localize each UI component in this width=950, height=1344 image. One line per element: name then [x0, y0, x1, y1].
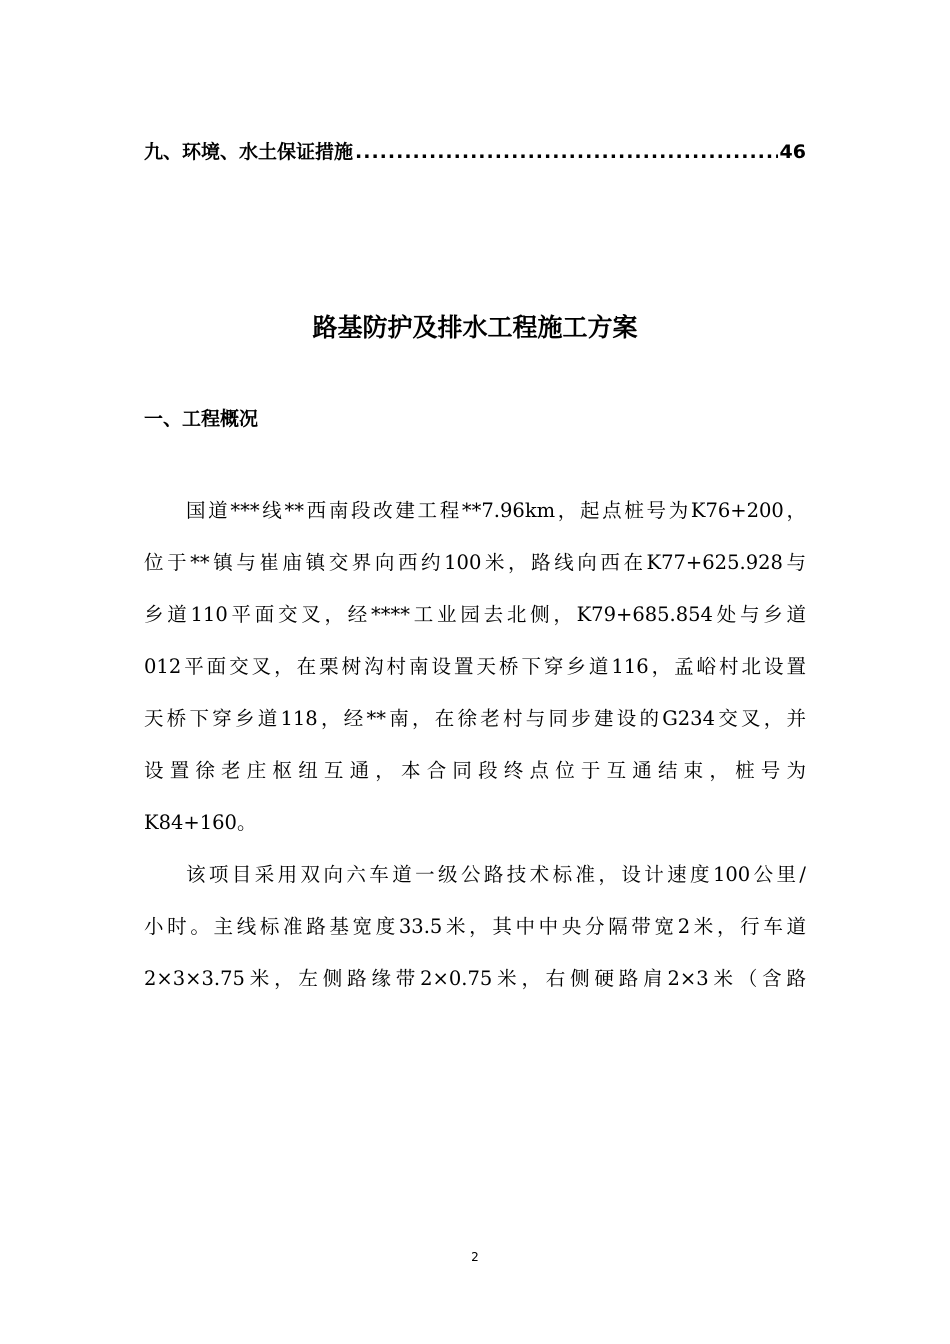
toc-entry-page: 46 — [779, 141, 806, 163]
paragraph-line: 天桥下穿乡道118，经**南，在徐老村与同步建设的G234交叉，并 — [144, 707, 806, 730]
body-text — [144, 485, 806, 1005]
paragraph-line: 该项目采用双向六车道一级公路技术标准，设计速度100公里/ — [186, 863, 806, 886]
paragraph-line: 位于**镇与崔庙镇交界向西约100米，路线向西在K77+625.928与 — [144, 551, 806, 574]
paragraph-line: 2×3×3.75米，左侧路缘带2×0.75米，右侧硬路肩2×3米（含路 — [144, 967, 806, 990]
paragraph-line: K84+160。 — [144, 811, 257, 834]
toc-entry[interactable] — [144, 136, 806, 168]
section-heading: 一、工程概况 — [144, 408, 259, 430]
toc-entry-label: 九、环境、水土保证措施 — [144, 141, 354, 163]
paragraph-line: 国道***线**西南段改建工程**7.96km，起点桩号为K76+200， — [186, 499, 806, 522]
paragraph-line: 设置徐老庄枢纽互通，本合同段终点位于互通结束，桩号为 — [144, 759, 806, 782]
page-number: 2 — [471, 1250, 479, 1264]
paragraph-line: 小时。主线标准路基宽度33.5米，其中中央分隔带宽2米，行车道 — [144, 915, 806, 938]
document-title: 路基防护及排水工程施工方案 — [312, 313, 638, 342]
paragraph-line: 012平面交叉，在栗树沟村南设置天桥下穿乡道116，孟峪村北设置 — [144, 655, 806, 678]
paragraph-line: 乡道110平面交叉，经****工业园去北侧，K79+685.854处与乡道 — [144, 603, 806, 626]
toc-dot-leader — [355, 136, 778, 168]
